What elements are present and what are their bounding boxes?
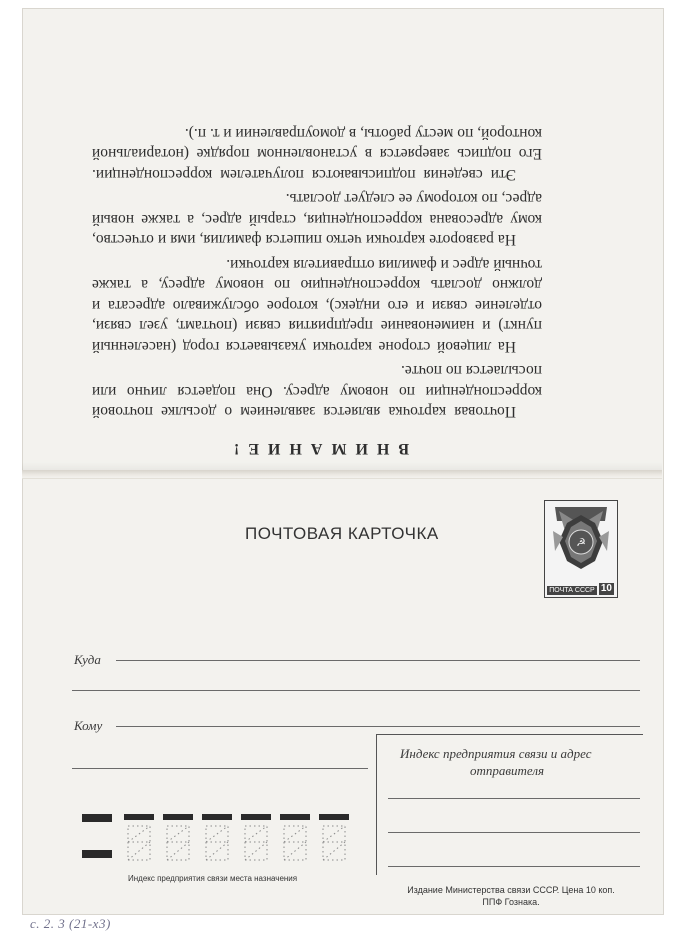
- sender-title-line1: Индекс предприятия связи и адрес: [400, 746, 592, 761]
- index-cell-bar-1: [124, 814, 154, 820]
- stamp-value: 10: [600, 583, 612, 594]
- postage-stamp: [544, 500, 618, 598]
- handwritten-note: с. 2. 3 (21-х3): [30, 916, 111, 931]
- publisher-line-1: Издание Министерства связи СССР. Цена 10 коп.: [407, 885, 615, 895]
- sender-line-1[interactable]: [388, 798, 640, 799]
- to-line-1[interactable]: [116, 660, 640, 661]
- sender-title: [400, 745, 640, 779]
- notice-title: ВНИМАНИЕ!: [224, 440, 410, 457]
- sender-line-3[interactable]: [388, 866, 640, 867]
- publisher-info: [380, 884, 642, 908]
- publisher-line-2: ППФ Гознака.: [482, 897, 540, 907]
- index-sample-bar-bottom: [82, 850, 112, 858]
- svg-text:☭: ☭: [576, 536, 586, 549]
- whom-line-2[interactable]: [72, 768, 368, 769]
- index-cell-bar-3: [202, 814, 232, 820]
- whom-label: Кому: [74, 718, 103, 733]
- index-cell-bar-5: [280, 814, 310, 820]
- index-caption: Индекс предприятия связи места назначения: [128, 874, 298, 883]
- index-cell-bar-2: [163, 814, 193, 820]
- notice-paragraph-4: Эти сведения подписываются получателем корреспонденции. Его подпись заверяется в установленном порядке (нотариальной конторой, по месту работы, в домоуправлении и т. п.).: [92, 125, 542, 183]
- card-title: ПОЧТОВАЯ КАРТОЧКА: [245, 524, 439, 543]
- to-line-2[interactable]: [72, 690, 640, 691]
- index-cell-bar-4: [241, 814, 271, 820]
- notice-panel: [92, 18, 542, 458]
- stamp-country: ПОЧТА СССР: [547, 586, 597, 595]
- index-cell-bar-6: [319, 814, 349, 820]
- notice-paragraph-1: Почтовая карточка является заявлением о досылке почтовой корреспонденции по новому адресу. Она подается лично или посылается по почте.: [92, 362, 542, 421]
- to-label: Куда: [74, 652, 101, 667]
- index-digit-guides: [124, 824, 354, 864]
- whom-line-1[interactable]: [116, 726, 640, 727]
- fold-line: [22, 470, 662, 479]
- notice-paragraph-3: На развороте карточки четко пишется фамилия, имя и отчество, кому адресована корреспонденция, старый адрес, а также новый адрес, по которому ее следует дослать.: [92, 190, 542, 249]
- notice-paragraph-2: На лицевой стороне карточки указывается город (населенный пункт) и наименование предприятия связи (почтамт, узел связи, отделение связи и его индекс), которое обслуживало адресата и должно дослать корреспонденцию по новому адресу, а также точный адрес и фамилия отправителя карточки.: [92, 256, 542, 355]
- index-sample-bar-top: [82, 814, 112, 822]
- sender-title-line2: отправителя: [470, 763, 545, 778]
- sender-line-2[interactable]: [388, 832, 640, 833]
